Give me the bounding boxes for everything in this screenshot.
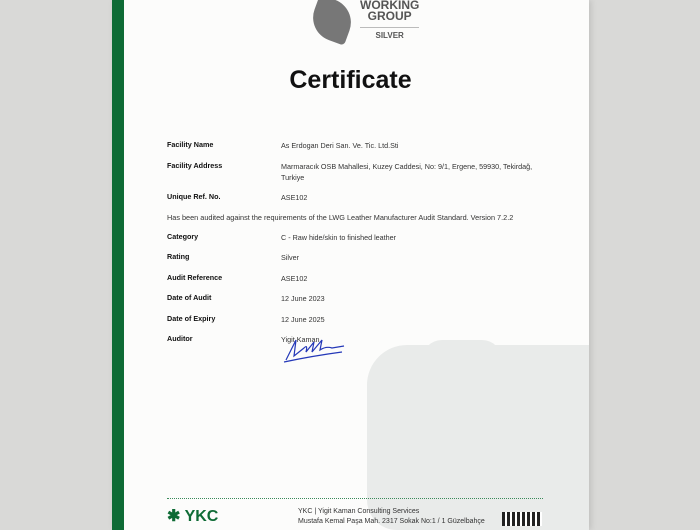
- qr-code-icon: [502, 512, 542, 526]
- field-value: C - Raw hide/skin to finished leather: [281, 232, 397, 242]
- footer-address: [298, 507, 485, 527]
- certificate-details: [167, 140, 547, 355]
- field-row: [167, 293, 547, 304]
- field-row: [167, 273, 547, 284]
- logo-rating: SILVER: [360, 27, 419, 41]
- field-value: 12 June 2025: [281, 314, 325, 324]
- logo-text: WORKING: [360, 0, 420, 12]
- field-value: ASE102: [281, 273, 308, 283]
- leaf-icon: [306, 0, 357, 46]
- field-row: [167, 161, 547, 183]
- field-label: Facility Address: [167, 160, 223, 170]
- field-label: Date of Expiry: [167, 313, 216, 323]
- auditor-signature: [282, 334, 347, 364]
- field-label: Rating: [167, 252, 190, 261]
- field-label: Audit Reference: [167, 272, 223, 282]
- field-row: [167, 252, 547, 263]
- ykc-logo: [167, 508, 218, 526]
- maple-leaf-icon: ✱: [167, 508, 181, 525]
- field-label: Facility Name: [167, 140, 214, 149]
- footer-line: YKC | Yigit Kaman Consulting Services: [298, 508, 420, 515]
- field-row: [167, 140, 547, 151]
- field-value: ASE102: [281, 193, 308, 202]
- footer-divider: [167, 498, 543, 499]
- field-label: Category: [167, 231, 199, 241]
- field-row: [167, 232, 547, 243]
- field-row: [167, 334, 547, 345]
- footer-line: Mustafa Kemal Paşa Mah. 2317 Sokak No:1 / 1 Güzelbahçe: [298, 518, 485, 525]
- field-value: Yigit Kaman: [281, 335, 320, 344]
- audit-statement: Has been audited against the requirements of the LWG Leather Manufacturer Audit Standard. Version 7.2.2: [167, 212, 514, 222]
- field-label: Date of Audit: [167, 293, 212, 302]
- logo-text: GROUP: [367, 9, 412, 23]
- field-value: 12 June 2023: [281, 294, 325, 303]
- ykc-logo-text: YKC: [184, 508, 219, 525]
- field-value: As Erdogan Deri San. Ve. Tic. Ltd.Sti: [281, 141, 399, 150]
- field-value: Silver: [281, 253, 299, 262]
- field-row: [167, 192, 547, 203]
- field-label: Unique Ref. No.: [167, 192, 221, 201]
- field-label: Auditor: [167, 334, 193, 343]
- field-value: Marmaracık OSB Mahallesi, Kuzey Caddesi, No: 9/1, Ergene, 59930, Tekirdağ, Turkiye: [281, 161, 533, 182]
- lwg-logo: [312, 0, 419, 41]
- page-title: Certificate: [289, 66, 412, 94]
- certificate-page: [112, 0, 589, 530]
- field-row: [167, 314, 547, 325]
